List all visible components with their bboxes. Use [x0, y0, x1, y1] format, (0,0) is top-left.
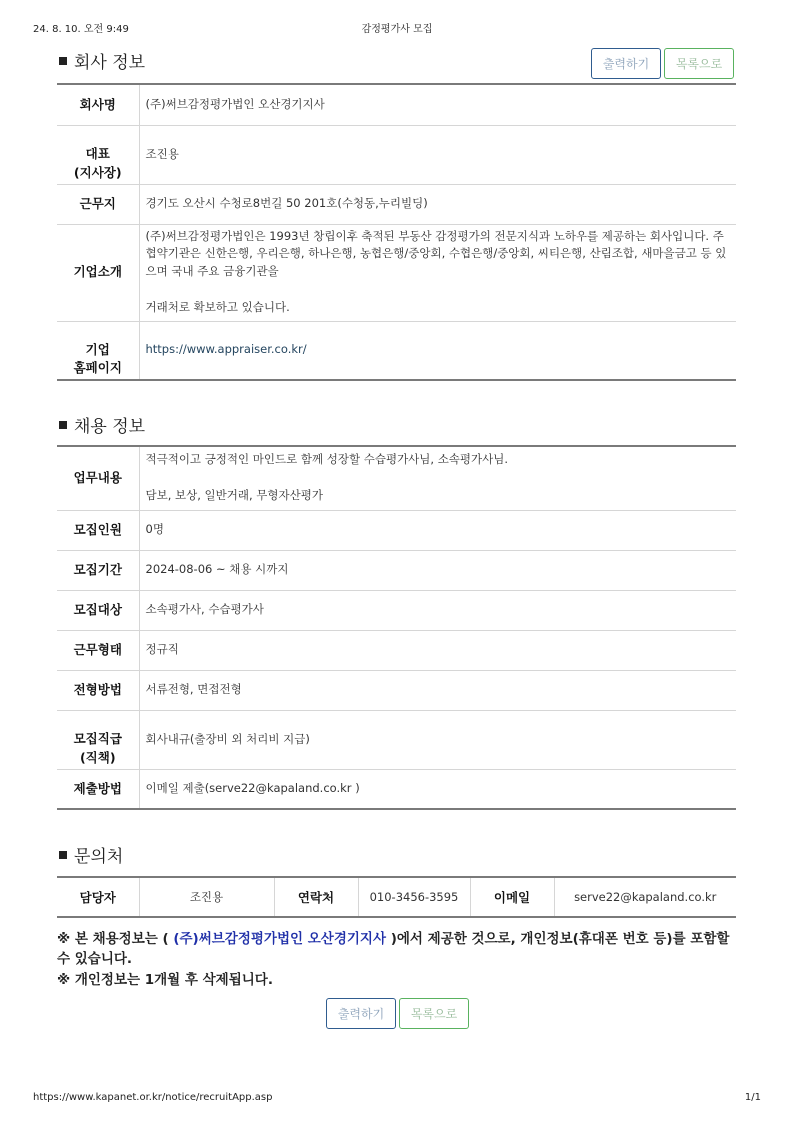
- row-label: 모집기간: [57, 550, 139, 590]
- table-row: [57, 769, 736, 809]
- print-button[interactable]: 출력하기: [591, 48, 661, 79]
- ceo-value: 조진용: [139, 125, 736, 184]
- phone-label: 연락처: [274, 877, 358, 917]
- print-url: https://www.kapanet.or.kr/notice/recruitApp.asp: [33, 1092, 273, 1103]
- notice-company-name: (주)써브감정평가법인 오산경기지사: [173, 931, 386, 947]
- square-bullet-icon: [59, 421, 67, 429]
- square-bullet-icon: [59, 57, 67, 65]
- table-row: [57, 125, 736, 184]
- table-row: [57, 877, 736, 917]
- contact-table: [57, 876, 736, 918]
- print-footer: [33, 1092, 761, 1106]
- company-name-value: (주)써브감정평가법인 오산경기지사: [139, 84, 736, 125]
- table-row: [57, 84, 736, 125]
- recruit-info-table: [57, 445, 736, 810]
- bottom-button-group-2: [399, 998, 469, 1029]
- notice-line-1: ※ 본 채용정보는 ( (주)써브감정평가법인 오산경기지사 )에서 제공한 것으로, 개인정보(휴대폰 번호 등)를 포함할 수 있습니다.: [57, 931, 730, 968]
- homepage-value: [139, 321, 736, 380]
- company-info-table: [57, 83, 736, 381]
- table-row: [57, 184, 736, 224]
- table-row: [57, 446, 736, 510]
- table-row: [57, 590, 736, 630]
- row-label: 근무형태: [57, 630, 139, 670]
- top-button-group: [591, 48, 661, 79]
- homepage-link[interactable]: https://www.appraiser.co.kr/: [145, 342, 307, 357]
- manager-label: 담당자: [57, 877, 139, 917]
- period-value: 2024-08-06 ~ 채용 시까지: [139, 550, 736, 590]
- employment-type-value: 정규직: [139, 630, 736, 670]
- row-label: 업무내용: [57, 446, 139, 510]
- email-label: 이메일: [470, 877, 554, 917]
- table-row: [57, 630, 736, 670]
- bottom-button-group: [326, 998, 396, 1029]
- phone-value: 010-3456-3595: [358, 877, 470, 917]
- privacy-notice: [57, 929, 742, 990]
- row-label: 모집인원: [57, 510, 139, 550]
- table-row: [57, 710, 736, 769]
- workplace-value: 경기도 오산시 수청로8번길 50 201호(수청동,누리빌딩): [139, 184, 736, 224]
- print-date: 24. 8. 10. 오전 9:49: [33, 24, 129, 35]
- row-label: 제출방법: [57, 769, 139, 809]
- job-desc-value: 적극적이고 긍정적인 마인드로 함께 성장할 수습평가사님, 소속평가사님. 담보, 보상, 일반거래, 무형자산평가: [139, 446, 736, 510]
- table-row: [57, 670, 736, 710]
- contact-section-title: 문의처: [59, 842, 123, 867]
- company-intro-value: (주)써브감정평가법인은 1993년 창립이후 축적된 부동산 감정평가의 전문지식과 노하우를 제공하는 회사입니다. 주 협약기관은 신한은행, 우리은행, 하나은행, 농협은행/중앙회, 수협은행/중앙회, 씨티은행, 산림조합, 새마을금고 등 있으며 국내 주요 금융기관을 거래처로 확보하고 있습니다.: [139, 224, 736, 321]
- top-button-group-2: [664, 48, 734, 79]
- list-button[interactable]: 목록으로: [664, 48, 734, 79]
- list-button-bottom[interactable]: 목록으로: [399, 998, 469, 1029]
- page-number: 1/1: [744, 1092, 761, 1103]
- notice-line-2: ※ 개인정보는 1개월 후 삭제됩니다.: [57, 971, 273, 988]
- square-bullet-icon: [59, 851, 67, 859]
- company-section-title: 회사 정보: [59, 48, 145, 73]
- row-label: 기업 홈페이지: [57, 321, 139, 380]
- row-label: 전형방법: [57, 670, 139, 710]
- table-row: [57, 224, 736, 321]
- print-doc-title: 감정평가사 모집: [361, 24, 433, 35]
- recruit-section-title: 채용 정보: [59, 412, 145, 437]
- table-row: [57, 550, 736, 590]
- row-label: 근무지: [57, 184, 139, 224]
- row-label: 기업소개: [57, 224, 139, 321]
- row-label: 대표 (지사장): [57, 125, 139, 184]
- submission-method-value: 이메일 제출(serve22@kapaland.co.kr ): [145, 780, 360, 795]
- row-label: 모집대상: [57, 590, 139, 630]
- row-label: 모집직급 (직책): [57, 710, 139, 769]
- manager-value: 조진용: [139, 877, 274, 917]
- table-row: [57, 510, 736, 550]
- position-value: 회사내규(출장비 외 처리비 지급): [139, 710, 736, 769]
- print-button-bottom[interactable]: 출력하기: [326, 998, 396, 1029]
- print-header: [33, 20, 761, 36]
- selection-method-value: 서류전형, 면접전형: [139, 670, 736, 710]
- row-label: 회사명: [57, 84, 139, 125]
- email-value: serve22@kapaland.co.kr: [574, 890, 717, 904]
- target-value: 소속평가사, 수습평가사: [139, 590, 736, 630]
- headcount-value: 0명: [139, 510, 736, 550]
- table-row: [57, 321, 736, 380]
